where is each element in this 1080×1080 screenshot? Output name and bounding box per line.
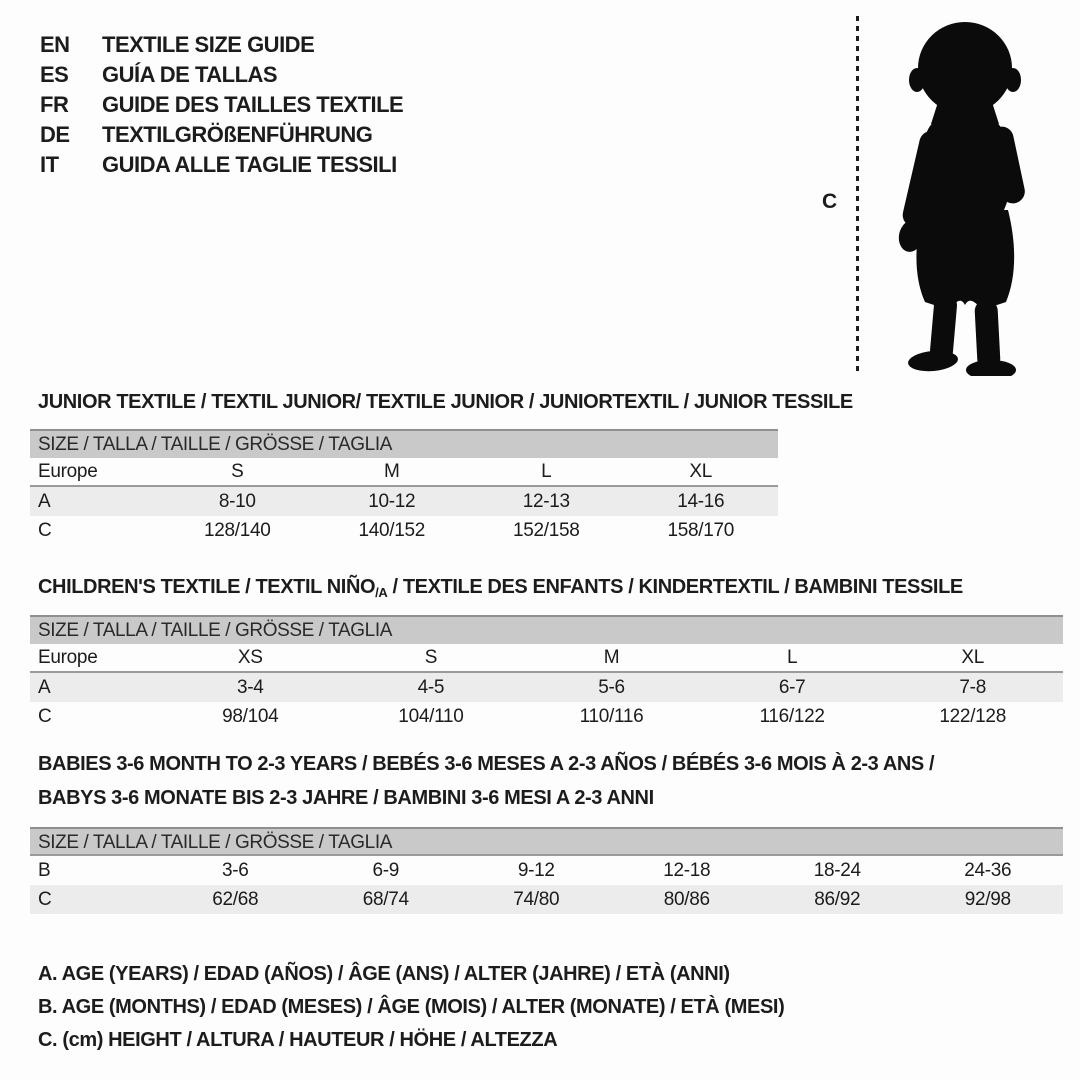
cell: 9-12 <box>517 859 555 881</box>
cell: 3-6 <box>221 859 249 881</box>
section-babies-textile <box>30 753 1063 914</box>
cell: M <box>383 460 400 482</box>
cell: XL <box>961 646 985 668</box>
cell: 110/116 <box>579 705 644 727</box>
row-label: A <box>38 490 51 512</box>
cell: M <box>603 646 620 668</box>
row-label: Europe <box>38 646 98 668</box>
language-code: EN <box>40 32 70 57</box>
cell: 18-24 <box>813 859 861 881</box>
section-title-line2: BABYS 3-6 MONATE BIS 2-3 JAHRE / BAMBINI 3-6 MESI A 2-3 ANNI <box>38 787 654 809</box>
cell: 98/104 <box>222 705 279 727</box>
language-title: TEXTILGRÖßENFÜHRUNG <box>102 122 373 147</box>
cell: 92/98 <box>964 888 1011 910</box>
title-subscript: /A <box>375 585 388 600</box>
cell: 4-5 <box>417 676 445 698</box>
section-junior-textile <box>30 391 853 545</box>
language-row-fr <box>40 90 403 120</box>
language-code: FR <box>40 92 69 117</box>
language-code: IT <box>40 152 59 177</box>
cell: 122/128 <box>939 705 1006 727</box>
cell: 68/74 <box>362 888 409 910</box>
language-title: GUIDE DES TAILLES TEXTILE <box>102 92 404 117</box>
cell: L <box>786 646 798 668</box>
baby-figure-block <box>812 12 1050 378</box>
row-label: Europe <box>38 460 98 482</box>
title-part: / TEXTILE DES ENFANTS / KINDERTEXTIL / BAMBINI TESSILE <box>387 576 963 598</box>
table-row <box>30 702 1063 731</box>
cell: L <box>541 460 552 482</box>
row-label: C <box>38 888 52 910</box>
language-list <box>40 30 403 180</box>
table-row <box>30 487 778 516</box>
junior-size-table <box>30 429 778 545</box>
cell: XS <box>237 646 263 668</box>
title-part: CHILDREN'S TEXTILE / TEXTIL NIÑO <box>38 576 376 598</box>
language-row-es <box>40 60 403 90</box>
toddler-silhouette-icon <box>874 14 1050 376</box>
language-title: TEXTILE SIZE GUIDE <box>102 32 315 57</box>
children-size-table <box>30 615 1063 731</box>
table-header: SIZE / TALLA / TAILLE / GRÖSSE / TAGLIA <box>30 429 778 458</box>
cell: 24-36 <box>964 859 1012 881</box>
language-code: DE <box>40 122 70 147</box>
cell: 116/122 <box>759 705 825 727</box>
cell: 104/110 <box>398 705 464 727</box>
section-title: JUNIOR TEXTILE / TEXTIL JUNIOR/ TEXTILE JUNIOR / JUNIORTEXTIL / JUNIOR TESSILE <box>38 391 853 413</box>
cell: 86/92 <box>814 888 861 910</box>
cell: 8-10 <box>218 490 256 512</box>
cell: 74/80 <box>513 888 560 910</box>
cell: XL <box>689 460 713 482</box>
cell: 3-4 <box>237 676 264 698</box>
legend-line-a: A. AGE (YEARS) / EDAD (AÑOS) / ÂGE (ANS) / ALTER (JAHRE) / ETÀ (ANNI) <box>38 963 730 985</box>
cell: 14-16 <box>677 490 725 512</box>
language-row-it <box>40 150 403 180</box>
cell: 10-12 <box>368 490 416 512</box>
table-row <box>30 644 1063 673</box>
legend-line-c: C. (cm) HEIGHT / ALTURA / HAUTEUR / HÖHE / ALTEZZA <box>38 1029 558 1051</box>
language-row-en <box>40 30 403 60</box>
row-label: C <box>38 519 52 541</box>
cell: 158/170 <box>667 519 735 541</box>
cell: 12-18 <box>663 859 711 881</box>
cell: 128/140 <box>203 519 271 541</box>
section-title-line1: BABIES 3-6 MONTH TO 2-3 YEARS / BEBÉS 3-6 MESES A 2-3 AÑOS / BÉBÉS 3-6 MOIS À 2-3 ANS / <box>38 753 935 775</box>
cell: 62/68 <box>212 888 259 910</box>
section-title <box>30 576 1063 600</box>
legend-line-b: B. AGE (MONTHS) / EDAD (MESES) / ÂGE (MOIS) / ALTER (MONATE) / ETÀ (MESI) <box>38 996 785 1018</box>
table-row <box>30 885 1063 914</box>
table-row <box>30 458 778 487</box>
row-label: B <box>38 859 51 881</box>
cell: S <box>424 646 438 668</box>
cell: 6-9 <box>372 859 400 881</box>
cell: S <box>231 460 244 482</box>
table-row <box>30 673 1063 702</box>
height-dimension-label: C <box>822 190 838 213</box>
babies-size-table <box>30 827 1063 914</box>
cell: 140/152 <box>358 519 426 541</box>
cell: 12-13 <box>522 490 570 512</box>
cell: 152/158 <box>512 519 580 541</box>
table-header: SIZE / TALLA / TAILLE / GRÖSSE / TAGLIA <box>30 827 1063 856</box>
cell: 80/86 <box>663 888 710 910</box>
row-label: C <box>38 705 52 727</box>
section-childrens-textile <box>30 576 1063 731</box>
language-row-de <box>40 120 403 150</box>
measurement-legend <box>38 958 784 1057</box>
language-title: GUÍA DE TALLAS <box>102 62 278 87</box>
table-row <box>30 856 1063 885</box>
language-title: GUIDA ALLE TAGLIE TESSILI <box>102 152 397 177</box>
language-code: ES <box>40 62 69 87</box>
cell: 5-6 <box>598 676 625 698</box>
height-measure-line <box>856 16 859 374</box>
table-row <box>30 516 778 545</box>
row-label: A <box>38 676 51 698</box>
cell: 7-8 <box>959 676 986 698</box>
cell: 6-7 <box>778 676 806 698</box>
table-header: SIZE / TALLA / TAILLE / GRÖSSE / TAGLIA <box>30 615 1063 644</box>
